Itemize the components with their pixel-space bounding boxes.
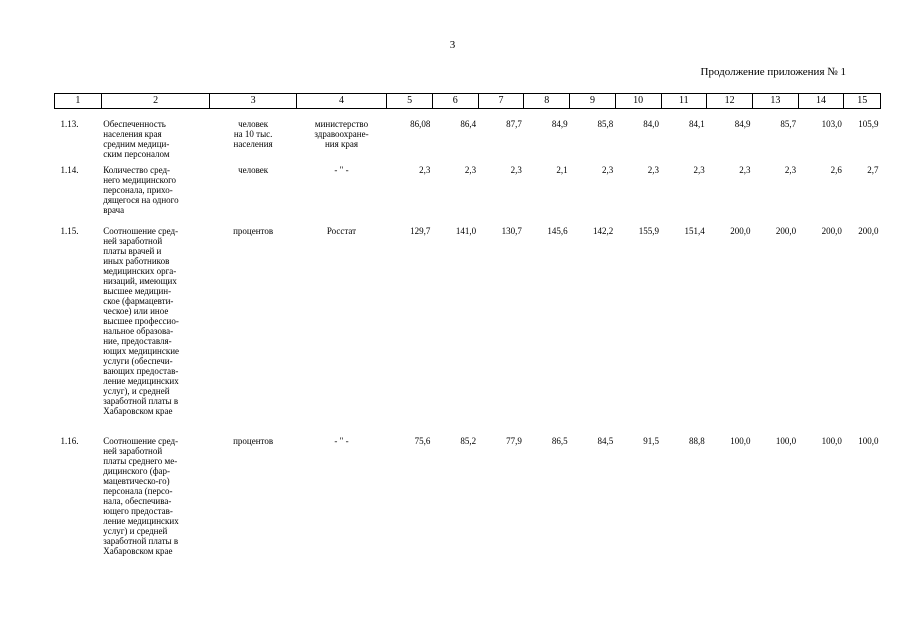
value-cell: 2,3 — [647, 165, 660, 175]
value-cell: 85,8 — [597, 119, 614, 129]
column-header: 4 — [296, 94, 386, 109]
value-cell: 86,5 — [551, 436, 568, 446]
value-cell: 141,0 — [455, 226, 477, 236]
data-source: министерство здравоохране- ния края — [314, 119, 369, 149]
value-cell: 2,3 — [602, 165, 614, 175]
value-cell: 86,08 — [410, 119, 431, 129]
value-cell: 2,7 — [867, 165, 879, 175]
indicator-name: Обеспеченность населения края средним медици- ским персоналом — [103, 119, 170, 159]
value-cell: 100,0 — [858, 436, 879, 446]
value-cell: 2,6 — [830, 165, 842, 175]
column-header: 3 — [210, 94, 296, 109]
value-cell: 75,6 — [414, 436, 431, 446]
column-header: 11 — [661, 94, 707, 109]
column-header: 7 — [478, 94, 524, 109]
value-cell: 100,0 — [821, 436, 842, 446]
value-cell: 2,3 — [464, 165, 477, 175]
value-cell: 145,6 — [547, 226, 568, 236]
unit-of-measure: процентов — [233, 436, 274, 446]
value-cell: 129,7 — [410, 226, 431, 236]
indicators-table — [54, 93, 881, 566]
column-header: 8 — [524, 94, 570, 109]
unit-of-measure: человек на 10 тыс. населения — [233, 119, 273, 149]
value-cell: 85,7 — [780, 119, 797, 129]
indicator-name: Соотношение сред- ней заработной платы среднего ме- дицинского (фар- мацевтическо-го) персонала (персо- нала, обеспечива- ющего предостав- ление медицинских услуг) и средней заработной платы в Хабаровском крае — [103, 436, 179, 556]
value-cell: 84,9 — [734, 119, 751, 129]
column-header: 14 — [798, 94, 844, 109]
row-code: 1.16. — [60, 436, 79, 446]
value-cell: 200,0 — [821, 226, 842, 236]
value-cell: 100,0 — [775, 436, 797, 446]
value-cell: 100,0 — [730, 436, 751, 446]
row-code: 1.13. — [60, 119, 79, 129]
value-cell: 155,9 — [638, 226, 660, 236]
value-cell: 2,3 — [739, 165, 751, 175]
column-header: 1 — [55, 94, 102, 109]
value-cell: 86,4 — [460, 119, 477, 129]
value-cell: 91,5 — [643, 436, 660, 446]
value-cell: 2,3 — [784, 165, 797, 175]
column-header: 9 — [570, 94, 616, 109]
appendix-continuation-label: Продолжение приложения № 1 — [700, 66, 846, 78]
page-number: 3 — [449, 39, 456, 51]
table-row — [55, 109, 881, 166]
value-cell: 151,4 — [684, 226, 705, 236]
value-cell: 2,3 — [419, 165, 431, 175]
value-cell: 200,0 — [730, 226, 751, 236]
table-row — [55, 165, 881, 226]
data-source: - " - — [334, 165, 349, 175]
indicator-name: Количество сред- него медицинского персонала, прихо- дящегося на одного врача — [103, 165, 179, 215]
value-cell: 105,9 — [858, 119, 879, 129]
value-cell: 103,0 — [821, 119, 842, 129]
column-header: 6 — [432, 94, 478, 109]
value-cell: 77,9 — [506, 436, 522, 446]
unit-of-measure: человек — [238, 165, 269, 175]
table-row — [55, 226, 881, 436]
column-number-header-row — [55, 94, 881, 109]
value-cell: 85,2 — [460, 436, 477, 446]
column-header: 10 — [615, 94, 661, 109]
value-cell: 84,5 — [597, 436, 614, 446]
value-cell: 84,1 — [688, 119, 705, 129]
value-cell: 130,7 — [501, 226, 522, 236]
column-header: 15 — [844, 94, 881, 109]
value-cell: 2,1 — [556, 165, 568, 175]
value-cell: 84,9 — [551, 119, 568, 129]
column-header: 2 — [101, 94, 210, 109]
row-code: 1.14. — [60, 165, 79, 175]
value-cell: 200,0 — [858, 226, 879, 236]
value-cell: 142,2 — [593, 226, 614, 236]
value-cell: 87,7 — [506, 119, 522, 129]
value-cell: 88,8 — [688, 436, 705, 446]
value-cell: 200,0 — [775, 226, 797, 236]
indicator-name: Соотношение сред- ней заработной платы врачей и иных работников медицинских орга- низаций, имеющих высшее медицин- ское (фармацевти- ческое) или иное высшее профессио- нальное образова- ние, предоставля- ющих медицинские услуги (обеспечи- вающих предостав- ление медицинских услуг), и средней заработной платы в Хабаровском крае — [103, 226, 180, 416]
value-cell: 84,0 — [643, 119, 660, 129]
column-header: 12 — [707, 94, 753, 109]
data-source: - " - — [334, 436, 349, 446]
unit-of-measure: процентов — [233, 226, 274, 236]
value-cell: 2,3 — [510, 165, 522, 175]
row-code: 1.15. — [60, 226, 79, 236]
data-source: Росстат — [326, 226, 357, 236]
column-header: 5 — [387, 94, 433, 109]
value-cell: 2,3 — [693, 165, 705, 175]
column-header: 13 — [752, 94, 798, 109]
table-row — [55, 436, 881, 566]
